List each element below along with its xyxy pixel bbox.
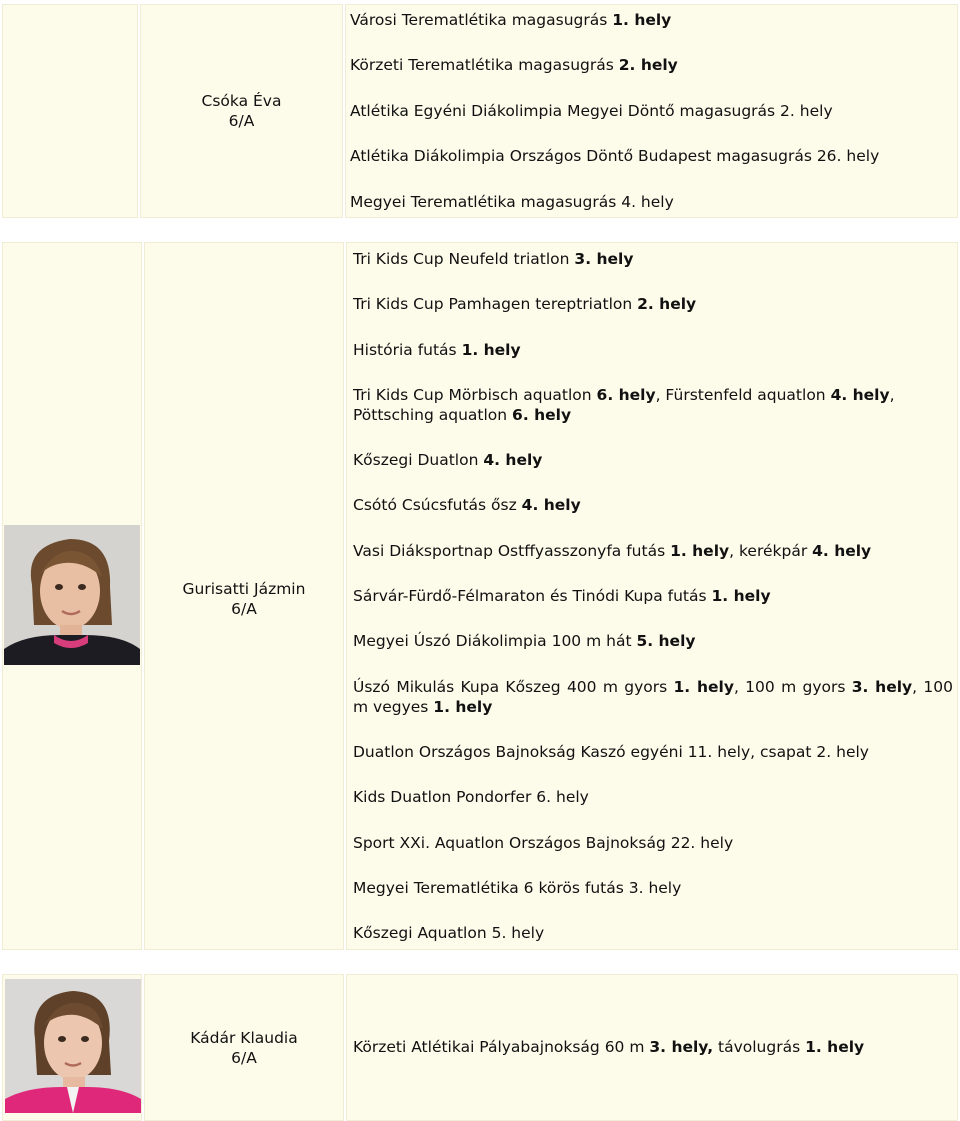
achievement-item (353, 294, 957, 314)
achievement-text: História futás (353, 341, 462, 359)
placement-text: 3. hely, (649, 1038, 714, 1056)
achievement-item (353, 586, 957, 606)
achievement-text: , kerékpár (729, 542, 813, 560)
achievement-text: Városi Terematlétika magasugrás (350, 11, 613, 29)
student-name-cell (140, 4, 343, 218)
achievement-text: Úszó Mikulás Kupa Kőszeg 400 m gyors (353, 678, 674, 696)
achievement-text: Megyei Terematlétika 6 körös futás 3. hely (353, 879, 682, 897)
achievement-list (350, 5, 957, 217)
placement-text: 1. hely (673, 678, 734, 696)
placement-text: 4. hely (812, 542, 872, 560)
achievement-list (353, 975, 957, 1120)
achievement-text: Körzeti Terematlétika magasugrás (350, 56, 619, 74)
achievement-text: Atlétika Egyéni Diákolimpia Megyei Döntő magasugrás 2. hely (350, 102, 833, 120)
placement-text: 5. hely (636, 632, 696, 650)
achievement-text: , 100 m gyors (733, 678, 852, 696)
achievement-item (350, 10, 957, 30)
placement-text: 1. hely (711, 587, 771, 605)
achievement-text: Tri Kids Cup Mörbisch aquatlon (353, 386, 597, 404)
placement-text: 1. hely (670, 542, 730, 560)
placement-text: 1. hely (805, 1038, 865, 1056)
placement-text: 2. hely (637, 295, 697, 313)
achievement-item (353, 878, 957, 898)
achievement-item (353, 340, 957, 360)
placement-text: 3. hely (851, 678, 913, 696)
achievement-item (353, 249, 957, 269)
achievement-item (350, 55, 957, 75)
achievements-cell (346, 242, 958, 950)
achievement-item (350, 101, 957, 121)
student-portrait-icon (4, 525, 140, 665)
placement-text: 4. hely (830, 386, 890, 404)
student-table-kadar (0, 970, 960, 1121)
placement-text: 4. hely (521, 496, 581, 514)
photo-cell (2, 974, 142, 1121)
achievement-text: Tri Kids Cup Pamhagen tereptriatlon (353, 295, 638, 313)
student-table-gurisatti (0, 238, 960, 954)
student-name-cell (144, 242, 344, 950)
achievement-item (353, 385, 957, 425)
achievement-list (353, 243, 957, 949)
student-name: Kádár Klaudia (190, 1028, 298, 1047)
achievement-item (353, 1037, 957, 1057)
placement-text: 1. hely (433, 698, 493, 716)
achievement-text: Sárvár-Fürdő-Félmaraton és Tinódi Kupa futás (353, 587, 712, 605)
achievement-item (350, 192, 957, 212)
achievement-item (353, 923, 957, 943)
placement-text: 3. hely (574, 250, 634, 268)
achievement-item (350, 146, 957, 166)
placement-text: 6. hely (512, 406, 572, 424)
achievement-item (353, 742, 957, 762)
student-photo (4, 525, 140, 665)
achievement-text: távolugrás (713, 1038, 806, 1056)
achievement-item (353, 631, 957, 651)
achievement-item (353, 450, 957, 470)
achievement-text: Duatlon Országos Bajnokság Kaszó egyéni 11. hely, csapat 2. hely (353, 743, 869, 761)
achievement-text: , 100 m vegyes (353, 678, 953, 716)
achievement-item (353, 833, 957, 853)
photo-cell (2, 242, 142, 950)
achievement-text: Megyei Úszó Diákolimpia 100 m hát (353, 632, 637, 650)
placement-text: 6. hely (596, 386, 656, 404)
achievement-text: Atlétika Diákolimpia Országos Döntő Budapest magasugrás 26. hely (350, 147, 880, 165)
placement-text: 4. hely (483, 451, 543, 469)
achievement-text: Körzeti Atlétikai Pályabajnokság 60 m (353, 1038, 650, 1056)
student-name-cell (144, 974, 344, 1121)
achievement-text: , Pöttsching aquatlon (353, 386, 895, 424)
student-class: 6/A (228, 112, 255, 130)
achievement-text: Tri Kids Cup Neufeld triatlon (353, 250, 575, 268)
achievement-text: Kőszegi Duatlon (353, 451, 484, 469)
achievement-text: Sport XXi. Aquatlon Országos Bajnokság 22. hely (353, 834, 734, 852)
achievement-text: , Fürstenfeld aquatlon (655, 386, 831, 404)
achievement-item (353, 787, 957, 807)
achievements-cell (346, 974, 958, 1121)
student-class: 6/A (231, 1048, 257, 1067)
student-name: Gurisatti Jázmin (182, 580, 306, 598)
achievements-cell (345, 4, 958, 218)
student-class: 6/A (231, 600, 257, 618)
achievement-text: Kids Duatlon Pondorfer 6. hely (353, 788, 589, 806)
placement-text: 2. hely (618, 56, 678, 74)
achievement-text: Vasi Diáksportnap Ostffyasszonyfa futás (353, 542, 671, 560)
achievement-text: Kőszegi Aquatlon 5. hely (353, 924, 545, 942)
achievement-text: Megyei Terematlétika magasugrás 4. hely (350, 193, 674, 211)
student-photo (5, 979, 141, 1113)
student-table-csoka (0, 0, 960, 222)
achievement-item (353, 495, 957, 515)
student-name: Csóka Éva (201, 92, 282, 110)
achievement-text: Csótó Csúcsfutás ősz (353, 496, 522, 514)
achievement-item (353, 541, 957, 561)
placement-text: 1. hely (612, 11, 672, 29)
student-portrait-icon (5, 979, 141, 1113)
achievement-item (353, 677, 957, 717)
photo-cell (2, 4, 138, 218)
placement-text: 1. hely (461, 341, 521, 359)
